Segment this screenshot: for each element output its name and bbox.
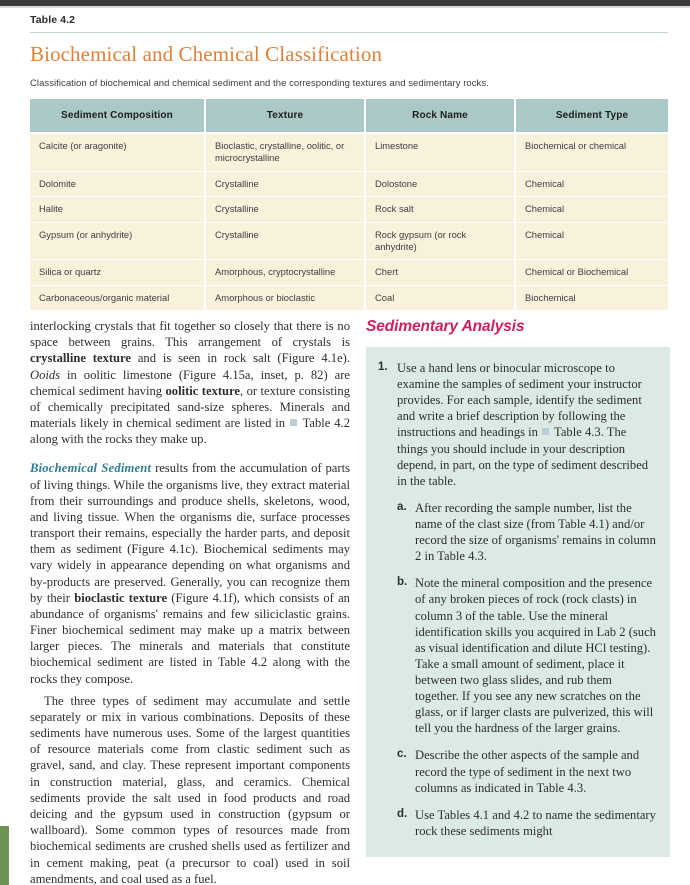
cell-rock-name: Rock gypsum (or rock anhydrite) <box>365 222 515 260</box>
table-row <box>30 260 668 285</box>
body-columns <box>30 318 670 885</box>
table-row <box>30 285 668 310</box>
text-run: Table 4.2 along with the rocks they make up. <box>30 416 350 447</box>
right-text-column <box>366 318 670 857</box>
table-header-row <box>30 99 668 133</box>
substep-marker: c. <box>397 748 407 761</box>
step-marker: 1. <box>378 361 388 373</box>
term-crystalline-texture: crystalline texture <box>30 351 132 366</box>
cell-rock-name: Chert <box>365 260 515 285</box>
table-number: Table 4.2 <box>30 14 76 26</box>
table-row <box>30 222 668 260</box>
table-row <box>30 133 668 171</box>
cell-sediment-type: Chemical or Biochemical <box>515 260 668 285</box>
table-header-divider <box>30 32 668 33</box>
term-ooids: Ooids <box>30 367 61 382</box>
text-run: Use a hand lens or binocular microscope to examine the samples of sediment your instructor provides. For each sample, identify the sediment and write a brief description by following the instructions and headings in <box>397 361 642 440</box>
text-run: in oolitic limestone (Figure 4.15a, inset, p. 82) are chemical sediment having <box>30 367 350 398</box>
sedimentary-analysis-panel <box>366 347 670 857</box>
column-header-sediment-type: Sediment Type <box>515 99 668 133</box>
table-title: Biochemical and Chemical Classification <box>30 42 383 66</box>
cell-texture: Crystalline <box>205 197 365 222</box>
classification-table <box>30 99 668 310</box>
substep-marker: b. <box>397 576 408 589</box>
analysis-step-list <box>374 360 657 839</box>
chapter-side-tab <box>0 826 9 885</box>
cell-composition: Dolomite <box>30 171 205 196</box>
text-run: Table 4.3. The things you should include in your description depend, in part, on the type of sediment described in the table. <box>397 425 649 488</box>
cell-sediment-type: Chemical <box>515 197 668 222</box>
text-run: (Figure 4.1f), which consists of an abundance of organisms' remains and few siliciclastic grains. Finer biochemical sediment may make up a matrix between larger pieces. The minerals and materials that constitute biochemical sediment are listed in Table 4.2 along with the rocks they compose. <box>30 590 350 686</box>
paragraph-three-types: The three types of sediment may accumulate and settle separately or mix in various combinations. Deposits of these sediments have numerous uses. Some of the largest quantities of resource materials come from clastic sediment such as gravel, sand, and clay. These represent important components in construction material, glass, and ceramics. Chemical sediments provide the salt used in food products and road deicing and the gypsum used in construction (gypsum or wallboard). Some common types of resources made from biochemical sediments are crushed shells used as fertilizer and in cement making, peat (a precursor to coal) used in soil amendments, and coal used as a fuel. <box>30 693 350 885</box>
cell-rock-name: Coal <box>365 285 515 310</box>
left-text-column <box>30 318 350 885</box>
column-header-rock-name: Rock Name <box>365 99 515 133</box>
substep-marker: a. <box>397 500 407 513</box>
text-run: results from the accumulation of parts of living things. While the organisms live, they extract material from their surroundings and produce shells, skeletons, wood, and living tissue. When the organisms die, surface processes transport their remains, especially the harder parts, and deposit them as sediment (Figure 4.1c). Biochemical sediments may vary widely in appearance depending on what organisms and by-products are preserved. Generally, you can recognize them by their <box>30 461 350 605</box>
cell-composition: Halite <box>30 197 205 222</box>
paragraph-biochemical-sediment <box>30 460 350 686</box>
cell-composition: Carbonaceous/organic material <box>30 285 205 310</box>
substep-text: After recording the sample number, list the name of the clast size (from Table 4.1) and/or record the size of organisms' remains in column 2 in Table 4.3. <box>415 500 656 564</box>
list-item-substep-a <box>397 500 657 564</box>
cell-sediment-type: Chemical <box>515 222 668 260</box>
term-oolitic-texture: oolitic texture <box>165 383 241 398</box>
substep-marker: d. <box>397 807 408 820</box>
cell-composition: Silica or quartz <box>30 260 205 285</box>
table-row <box>30 171 668 196</box>
table-block <box>30 14 668 310</box>
table-reference-square-icon <box>542 428 549 435</box>
cell-rock-name: Dolostone <box>365 171 515 196</box>
cell-rock-name: Rock salt <box>365 197 515 222</box>
text-run: and is seen in rock salt (Figure 4.1e). <box>131 351 350 366</box>
table-reference-square-icon <box>290 419 297 426</box>
cell-texture: Amorphous, cryptocrystalline <box>205 260 365 285</box>
cell-sediment-type: Chemical <box>515 171 668 196</box>
cell-rock-name: Limestone <box>365 133 515 171</box>
cell-composition: Gypsum (or anhydrite) <box>30 222 205 260</box>
text-run: , or texture consisting of chemically precipitated sand-size spheres. Minerals and materials likely in chemical sediment are listed in <box>30 383 350 431</box>
text-run: interlocking crystals that fit together so closely that there is no space between grains. This arrangement of crystals is <box>30 319 350 350</box>
list-item-substep-c <box>397 747 657 795</box>
list-item-step-1 <box>374 360 657 839</box>
cell-texture: Crystalline <box>205 171 365 196</box>
section-heading-sedimentary-analysis: Sedimentary Analysis <box>366 318 525 335</box>
cell-composition: Calcite (or aragonite) <box>30 133 205 171</box>
cell-texture: Amorphous or bioclastic <box>205 285 365 310</box>
table-caption: Classification of biochemical and chemical sediment and the corresponding textures and sedimentary rocks. <box>30 78 489 89</box>
list-item-substep-d <box>397 807 657 839</box>
page-top-rule-shadow <box>0 6 690 8</box>
substep-text: Note the mineral composition and the presence of any broken pieces of rock (rock clasts) in column 3 of the table. Use the mineral identification skills you acquired in Lab 2 (such as visual identification and dilute HCl testing). Take a small amount of sediment, place it between two glass slides, and rub them together. If you see any new scratches on the glass, or if larger clasts are pulverized, this will tell you the hardness of the larger grains. <box>415 576 656 736</box>
list-item-substep-b <box>397 575 657 736</box>
term-bioclastic-texture: bioclastic texture <box>74 590 168 605</box>
run-in-heading-biochemical-sediment: Biochemical Sediment <box>30 461 152 476</box>
column-header-texture: Texture <box>205 99 365 133</box>
substep-text: Describe the other aspects of the sample and record the type of sediment in the next two columns as indicated in Table 4.3. <box>415 748 640 795</box>
analysis-substep-list <box>397 500 657 839</box>
cell-sediment-type: Biochemical or chemical <box>515 133 668 171</box>
column-header-sediment-composition: Sediment Composition <box>30 99 205 133</box>
cell-sediment-type: Biochemical <box>515 285 668 310</box>
substep-text: Use Tables 4.1 and 4.2 to name the sedimentary rock these sediments might <box>415 807 656 838</box>
cell-texture: Crystalline <box>205 222 365 260</box>
cell-texture: Bioclastic, crystalline, oolitic, or microcrystalline <box>205 133 365 171</box>
paragraph-chemical-sediment-continued <box>30 318 350 447</box>
table-row <box>30 197 668 222</box>
